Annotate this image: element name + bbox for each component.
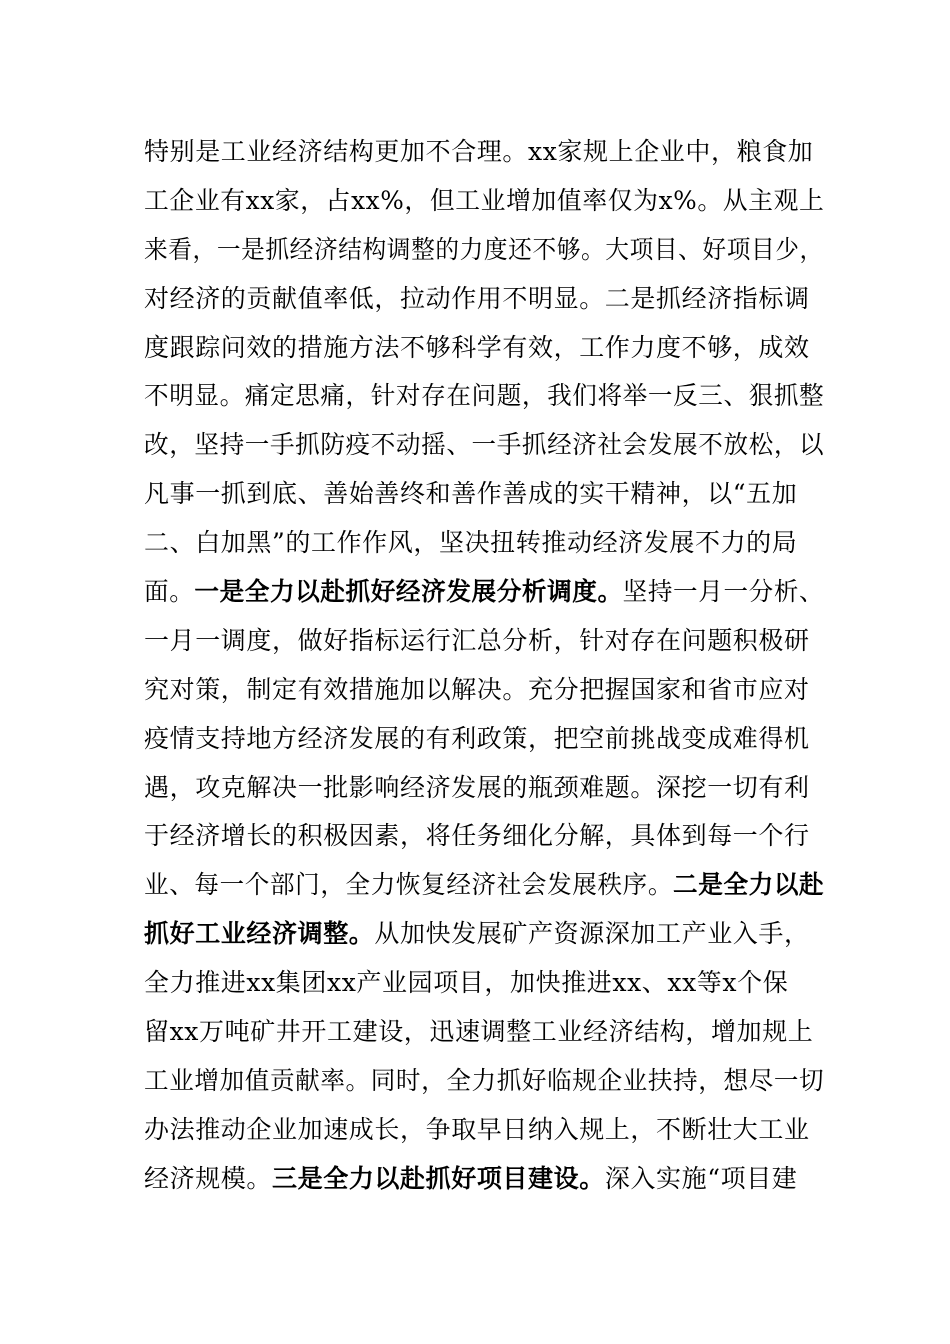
paragraph-text: 二、白加黑”的工作作风，坚决扭转推动经济发展不力的局 [144,528,798,558]
text-line [144,1008,824,1057]
paragraph-text: 特别是工业经济结构更加不合理。xx家规上企业中，粮食加 [144,137,814,166]
paragraph-text: 面。 [144,577,195,607]
text-line [144,666,824,715]
paragraph-text: 业、每一个部门，全力恢复经济社会发展秩序。 [144,870,674,900]
body-text [144,128,824,1204]
text-line [144,421,825,470]
text-line [144,1106,824,1155]
paragraph-text: 于经济增长的积极因素，将任务细化分解，具体到每一个行 [144,821,810,851]
text-line [144,764,824,813]
text-line [144,177,825,226]
text-line [144,324,824,373]
text-line [144,226,824,275]
text-line [144,959,824,1008]
text-line [144,568,825,617]
text-line [144,715,824,764]
paragraph-text: 改，坚持一手抓防疫不动摇、一手抓经济社会发展不放松，以 [144,430,825,460]
bold-heading-text: 三是全力以赴抓好项目建设。 [272,1163,605,1193]
text-line [144,910,824,959]
bold-heading-text: 抓好工业经济调整。 [144,919,375,949]
paragraph-text: 深入实施“项目建 [604,1163,798,1193]
text-line [144,128,824,177]
paragraph-text: 留xx万吨矿井开工建设，迅速调整工业经济结构，增加规上 [144,1017,814,1047]
paragraph-text: 不明显。痛定思痛，针对存在问题，我们将举一反三、狠抓整 [144,381,825,411]
paragraph-text: 来看，一是抓经济结构调整的力度还不够。大项目、好项目少， [144,234,824,264]
paragraph-text: 遇，攻克解决一批影响经济发展的瓶颈难题。深挖一切有利 [144,772,810,802]
text-line [144,275,824,324]
paragraph-text: 疫情支持地方经济发展的有利政策，把空前挑战变成难得机 [144,723,810,753]
paragraph-text: 凡事一抓到底、善始善终和善作善成的实干精神，以“五加 [144,479,798,509]
paragraph-text: 坚持一月一分析、 [622,577,825,607]
paragraph-text: 全力推进xx集团xx产业园项目，加快推进xx、xx等x个保 [144,968,789,998]
text-line [144,617,824,666]
paragraph-text: 工业增加值贡献率。同时，全力抓好临规企业扶持，想尽一切 [144,1065,825,1095]
text-line [144,1155,824,1204]
text-line [144,1057,825,1106]
paragraph-text: 度跟踪问效的措施方法不够科学有效，工作力度不够，成效 [144,332,810,362]
paragraph-text: 办法推动企业加速成长，争取早日纳入规上，不断壮大工业 [144,1114,810,1144]
bold-heading-text: 二是全力以赴 [673,870,825,900]
paragraph-text: 从加快发展矿产资源深加工产业入手， [374,919,810,949]
paragraph-text: 经济规模。 [144,1163,273,1193]
text-line [144,812,824,861]
paragraph-text: 一月一调度，做好指标运行汇总分析，针对存在问题积极研 [144,625,810,655]
paragraph-text: 工企业有xx家，占xx%，但工业增加值率仅为x%。从主观上 [144,185,825,215]
text-line [144,861,825,910]
text-line [144,470,824,519]
text-line [144,519,824,568]
paragraph-text: 究对策，制定有效措施加以解决。充分把握国家和省市应对 [144,674,810,704]
paragraph-text: 对经济的贡献值率低，拉动作用不明显。二是抓经济指标调 [144,283,810,313]
text-line [144,372,825,421]
bold-heading-text: 一是全力以赴抓好经济发展分析调度。 [194,577,623,607]
